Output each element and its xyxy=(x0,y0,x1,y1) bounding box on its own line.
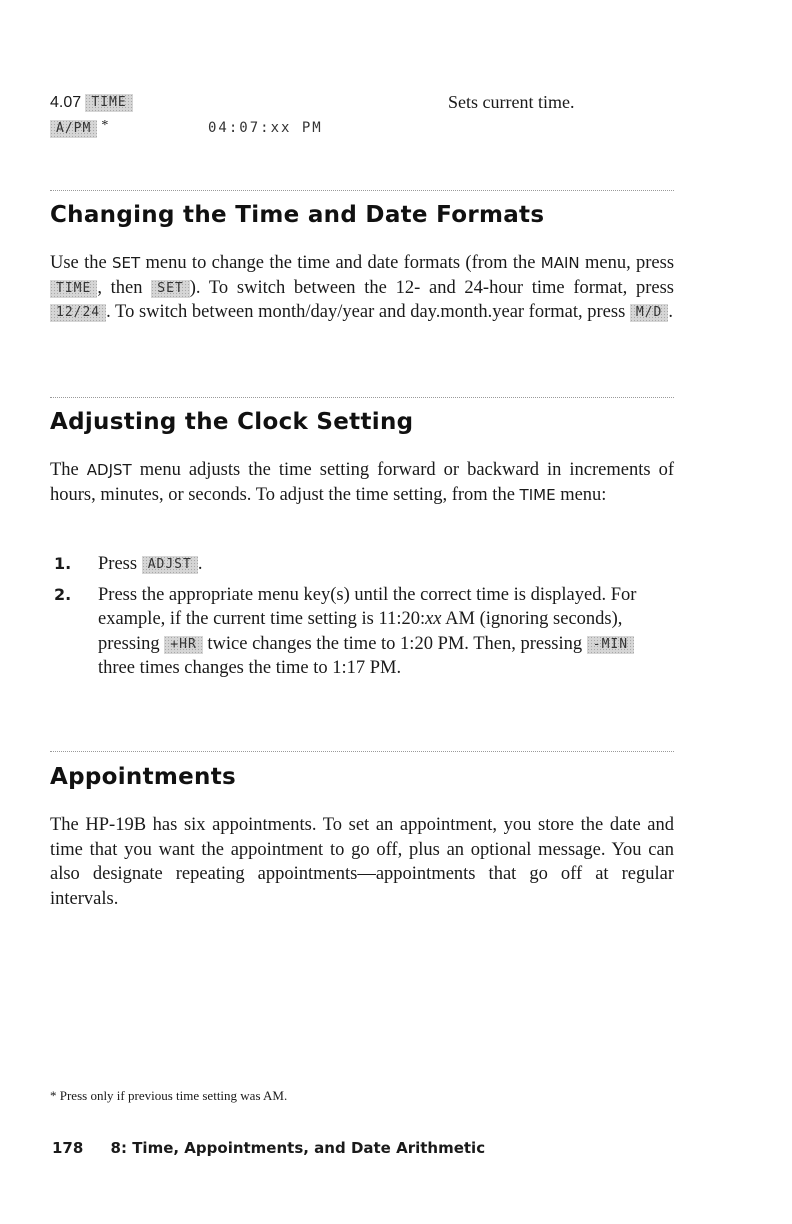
footnote-marker: * xyxy=(101,118,109,133)
section-divider xyxy=(50,190,674,191)
footnote: * Press only if previous time setting was AM. xyxy=(50,1088,288,1103)
section-divider xyxy=(50,751,674,752)
formats-paragraph: Use the SET menu to change the time and date formats (from the MAIN menu, press TIME , then SET ). To switch between the 12- and 24-hour time format, press 12/24 . To switch between month/day/year and day.month.year format, press M/D . xyxy=(50,253,675,322)
step-number: 4.07 xyxy=(50,94,82,111)
keystroke-row-2 xyxy=(50,118,108,138)
list-item: 1. Press ADJST . xyxy=(54,554,203,574)
month-day-key: M/D xyxy=(630,304,668,322)
chapter-title: 8: Time, Appointments, and Date Arithmetic xyxy=(110,1139,486,1157)
time-menu-label: TIME xyxy=(519,485,556,504)
plus-hour-key: +HR xyxy=(164,636,202,654)
section-title-clock: Adjusting the Clock Setting xyxy=(50,409,414,435)
calculator-display: 04:07:xx PM xyxy=(208,120,323,136)
manual-page xyxy=(50,0,674,1224)
time-key: TIME xyxy=(85,94,132,112)
12-24-key: 12/24 xyxy=(50,304,106,322)
list-item: 2. Press the appropriate menu key(s) until the correct time is displayed. For example, if the current time setting is 11:20:xx AM (ignoring seconds), pressing +HR twice changes the time to 1:20 PM. Then, pressing -MIN three times changes the time to 1:17 PM. xyxy=(54,584,637,678)
am-pm-key: A/PM xyxy=(50,120,97,138)
adjst-key: ADJST xyxy=(142,556,198,574)
minus-minute-key: -MIN xyxy=(587,636,634,654)
page-footer xyxy=(52,1139,485,1157)
clock-paragraph: The ADJST menu adjusts the time setting forward or backward in increments of hours, minutes, or seconds. To adjust the time setting, from the TIME menu: xyxy=(50,460,674,505)
adjust-steps-list xyxy=(50,552,674,681)
time-key: TIME xyxy=(50,280,97,298)
set-key: SET xyxy=(151,280,189,298)
keystroke-description: Sets current time. xyxy=(448,92,575,112)
adjst-menu-label: ADJST xyxy=(86,461,132,479)
section-divider xyxy=(50,397,674,398)
section-title-formats: Changing the Time and Date Formats xyxy=(50,202,545,228)
main-menu-label: MAIN xyxy=(540,254,580,272)
appointments-paragraph: The HP-19B has six appointments. To set an appointment, you store the date and time that you want the appointment to go off, plus an optional message. You can also designate repeating appointments—appointments that go off at regular intervals. xyxy=(50,815,674,909)
keystroke-row-1 xyxy=(50,92,133,112)
page-number: 178 xyxy=(52,1139,84,1157)
section-title-appointments: Appointments xyxy=(50,764,237,790)
set-menu-label: SET xyxy=(112,254,141,272)
